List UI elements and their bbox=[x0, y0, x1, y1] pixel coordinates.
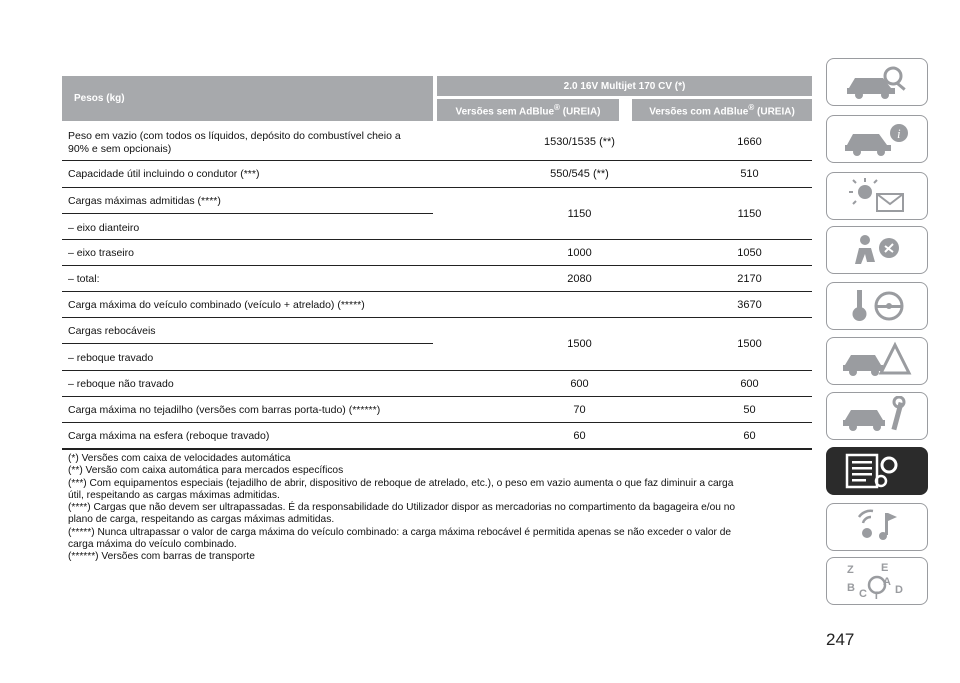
footnote-line: carga máxima do veículo combinado. bbox=[68, 539, 237, 551]
car-info-icon bbox=[837, 119, 917, 159]
row-label: Capacidade útil incluindo o condutor (***) bbox=[68, 168, 260, 180]
row-label: – reboque não travado bbox=[68, 378, 174, 390]
header-weights-label: Pesos (kg) bbox=[74, 93, 125, 104]
car-search-icon bbox=[837, 62, 917, 102]
row-value-without: 600 bbox=[570, 378, 589, 390]
table-header-with-adblue bbox=[632, 99, 812, 121]
row-divider bbox=[62, 160, 812, 161]
specs-gears-icon bbox=[837, 451, 917, 491]
row-divider-partial bbox=[62, 343, 433, 344]
row-value-with: 1150 bbox=[737, 208, 762, 220]
page-number: 247 bbox=[826, 630, 855, 649]
svg-text:A: A bbox=[883, 576, 891, 588]
chapter-tab-warnings[interactable] bbox=[826, 172, 928, 220]
svg-text:T: T bbox=[873, 590, 880, 601]
svg-text:i: i bbox=[897, 126, 901, 141]
row-value-without: 1000 bbox=[567, 247, 592, 259]
row-divider bbox=[62, 265, 812, 266]
row-value-with: 1050 bbox=[737, 247, 762, 259]
row-label: Cargas rebocáveis bbox=[68, 325, 156, 337]
table-bottom-rule bbox=[62, 448, 812, 450]
footnote-line: (*****) Nunca ultrapassar o valor de carga máxima do veículo combinado: a carga máxima rebocável é permitida apenas se não exceder o valor de bbox=[68, 526, 732, 538]
row-value-without: 70 bbox=[573, 404, 586, 416]
row-label: – eixo dianteiro bbox=[68, 222, 140, 234]
row-value-without: 1500 bbox=[567, 338, 592, 350]
table-header-weights bbox=[62, 76, 433, 121]
chapter-tab-safety[interactable] bbox=[826, 226, 928, 274]
footnote-line: (*) Versões com caixa de velocidades automática bbox=[68, 453, 291, 464]
row-value-with: 60 bbox=[743, 430, 756, 442]
chapter-tab-maintenance[interactable] bbox=[826, 392, 928, 440]
warning-light-envelope-icon bbox=[837, 176, 917, 216]
row-value-with: 3670 bbox=[737, 299, 762, 311]
footnote-line: (***) Com equipamentos especiais (tejadilho de abrir, dispositivo de reboque de atrelado, etc.), o peso em vazio aumenta o que faz diminuir a carga bbox=[68, 477, 734, 489]
chapter-tab-technical-specs[interactable] bbox=[826, 447, 928, 495]
row-label: Carga máxima no tejadilho (versões com barras porta-tudo) (******) bbox=[68, 404, 381, 416]
car-warning-triangle-icon bbox=[837, 341, 917, 381]
row-value-with: 50 bbox=[743, 404, 756, 416]
row-divider bbox=[62, 291, 812, 292]
row-value-without: 1530/1535 (**) bbox=[544, 136, 615, 148]
car-wrench-icon bbox=[837, 396, 917, 436]
svg-text:Z: Z bbox=[847, 564, 854, 576]
row-value-with: 1500 bbox=[737, 338, 762, 350]
header-col1-text: Versões sem AdBlue® (UREIA) bbox=[455, 102, 601, 118]
multimedia-music-icon bbox=[837, 507, 917, 547]
chapter-tab-starting[interactable] bbox=[826, 282, 928, 330]
row-value-without: 550/545 (**) bbox=[550, 168, 609, 180]
row-divider bbox=[62, 396, 812, 397]
chapter-tab-index[interactable] bbox=[826, 557, 928, 605]
footnote-line: plano de carga, respeitando as cargas máximas admitidas. bbox=[68, 514, 335, 526]
footnote-line: (**) Versão com caixa automática para mercados específicos bbox=[68, 465, 344, 477]
row-value-without: 60 bbox=[573, 430, 586, 442]
row-label: Cargas máximas admitidas (****) bbox=[68, 195, 221, 207]
row-divider bbox=[62, 370, 812, 371]
chapter-tab-multimedia[interactable] bbox=[826, 503, 928, 551]
key-steering-wheel-icon bbox=[837, 286, 917, 326]
row-divider bbox=[62, 422, 812, 423]
row-label: – reboque travado bbox=[68, 352, 154, 364]
footnote-line: (****) Cargas que não devem ser ultrapassadas. É da responsabilidade do Utilizador dispor as mercadorias no compartimento da bagageira e/ou no bbox=[68, 502, 736, 514]
row-divider bbox=[62, 317, 812, 318]
row-divider bbox=[62, 239, 812, 240]
row-value-without: 1150 bbox=[567, 208, 592, 220]
airbag-seat-icon bbox=[837, 230, 917, 270]
row-value-with: 1660 bbox=[737, 136, 762, 148]
row-label-cont: 90% e sem opcionais) bbox=[68, 143, 172, 155]
footnotes bbox=[68, 453, 808, 564]
row-value-with: 600 bbox=[740, 378, 759, 390]
row-label: – eixo traseiro bbox=[68, 247, 134, 259]
svg-text:D: D bbox=[895, 584, 903, 596]
row-value-without: 2080 bbox=[567, 273, 592, 285]
chapter-tab-dashboard[interactable] bbox=[826, 58, 928, 106]
footnote-line: útil, respeitando as cargas máximas admitidas. bbox=[68, 489, 280, 501]
row-label: Peso em vazio (com todos os líquidos, depósito do combustível cheio a bbox=[68, 130, 401, 142]
footnote-line: (******) Versões com barras de transporte bbox=[68, 551, 255, 563]
row-divider bbox=[62, 187, 812, 188]
chapter-tab-emergency[interactable] bbox=[826, 337, 928, 385]
svg-text:C: C bbox=[859, 588, 867, 600]
row-value-with: 510 bbox=[740, 168, 759, 180]
table-header-engine bbox=[437, 76, 812, 96]
svg-text:E: E bbox=[881, 562, 889, 574]
svg-text:B: B bbox=[847, 582, 855, 594]
header-col2-text: Versões com AdBlue® (UREIA) bbox=[649, 102, 795, 118]
row-divider-partial bbox=[62, 213, 433, 214]
alphabet-index-icon bbox=[837, 561, 917, 601]
row-label: Carga máxima na esfera (reboque travado) bbox=[68, 430, 270, 442]
row-label: – total: bbox=[68, 273, 100, 285]
row-label: Carga máxima do veículo combinado (veículo + atrelado) (*****) bbox=[68, 299, 365, 311]
table-header-without-adblue bbox=[437, 99, 619, 121]
header-engine-label: 2.0 16V Multijet 170 CV (*) bbox=[563, 80, 686, 92]
row-value-with: 2170 bbox=[737, 273, 762, 285]
chapter-tab-getting-to-know[interactable] bbox=[826, 115, 928, 163]
